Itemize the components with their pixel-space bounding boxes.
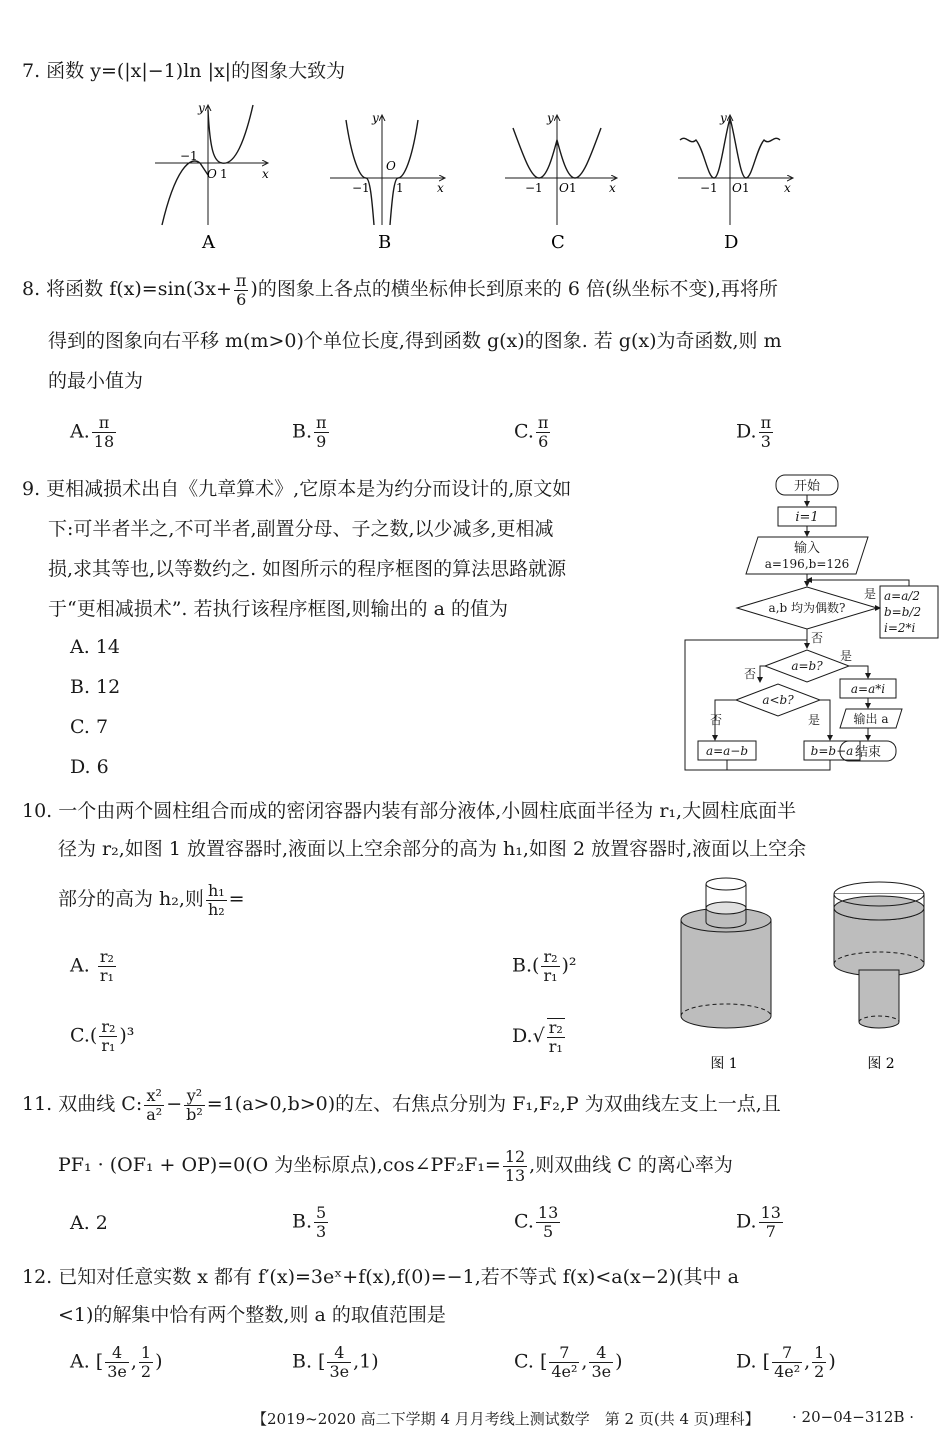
q8-option-b <box>292 414 331 451</box>
q11-line2-b: ,则双曲线 C 的离心率为 <box>529 1154 733 1176</box>
flow-cond1-yes: 是 <box>864 587 877 601</box>
q10-option-c <box>70 1018 134 1055</box>
flow-input-values: a=196,b=126 <box>764 557 850 571</box>
q10-option-d-pre: √ <box>532 1025 545 1047</box>
q8-option-b-den: 9 <box>316 432 327 451</box>
q9-line3: 损,求其等也,以等数约之. 如图所示的程序框图的算法思路就源 <box>48 558 567 580</box>
q11-line1-a: 11. 双曲线 C: <box>22 1093 143 1115</box>
q10-line3 <box>58 880 245 919</box>
q10-option-b-den: r₁ <box>543 966 558 985</box>
q8-option-a-letter: A. <box>70 420 90 443</box>
q8-option-d-num: π <box>760 413 772 432</box>
q10-option-d-letter: D. <box>512 1025 533 1047</box>
q9-flowchart <box>680 470 942 785</box>
q8-line2: 得到的图象向右平移 m(m>0)个单位长度,得到函数 g(x)的图象. 若 g(x)为奇函数,则 m <box>48 330 782 352</box>
q12-option-a-n1: 4 <box>105 1344 129 1363</box>
q11-frac2-den: b² <box>186 1104 203 1124</box>
q12-line1: 12. 已知对任意实数 x 都有 f′(x)=3eˣ+f(x),f(0)=−1,若不等式 f(x)<a(x−2)(其中 a <box>22 1266 739 1288</box>
q11-frac3-den: 13 <box>504 1165 526 1185</box>
q10-option-d <box>512 1018 567 1056</box>
q11-line2-a: PF₁ · (OF₁ + OP)=0(O 为坐标原点),cos∠PF₂F₁= <box>58 1154 501 1176</box>
q10-option-c-den: r₁ <box>101 1036 116 1055</box>
graph-c-xlabel: x <box>609 181 616 195</box>
graph-a-tick-o: O <box>207 167 217 181</box>
flow-halve-a: a=a/2 <box>884 589 921 603</box>
flow-output: 输出 a <box>853 712 889 726</box>
q12-option-b-tail: ,1) <box>353 1350 379 1373</box>
q11-line1 <box>22 1085 781 1124</box>
q10-frac-num: h₁ <box>207 880 225 900</box>
flow-start: 开始 <box>793 479 821 494</box>
graph-b-xlabel: x <box>437 181 444 195</box>
flow-sub-a: a=a−b <box>705 744 749 758</box>
q10-line1: 10. 一个由两个圆柱组合而成的密闭容器内装有部分液体,小圆柱底面半径为 r₁,大圆柱底面半 <box>22 800 797 822</box>
graph-d-tick-neg1: −1 <box>700 181 718 195</box>
graph-d <box>678 111 793 253</box>
q10-option-b-post: )² <box>561 954 577 977</box>
flow-cond2-no: 否 <box>744 667 757 681</box>
q11-option-b-num: 5 <box>316 1203 327 1222</box>
q12-option-d-n2: 1 <box>814 1343 825 1362</box>
q8-option-d-letter: D. <box>736 420 757 443</box>
graph-a <box>155 101 269 253</box>
q11-option-b <box>292 1204 330 1241</box>
q8-option-c-num: π <box>537 413 549 432</box>
graph-c-tick-1: 1 <box>569 181 577 195</box>
graph-b <box>330 111 445 253</box>
q7-stem: 7. 函数 y=(|x|−1)ln |x|的图象大致为 <box>22 60 346 82</box>
flow-cond1: a,b 均为偶数? <box>768 601 846 615</box>
q11-option-b-den: 3 <box>316 1222 327 1241</box>
q11-option-c <box>514 1204 562 1241</box>
graph-b-label: B <box>378 232 392 253</box>
graph-b-tick-o: O <box>386 159 396 173</box>
q10-option-b-pre: ( <box>532 954 540 977</box>
q12-option-d-d2: 2 <box>814 1362 825 1381</box>
footer-center: 【2019~2020 高二下学期 4 月月考线上测试数学 第 2 页(共 4 页)理科】 <box>252 1410 760 1428</box>
q10-option-b-num: r₂ <box>543 947 558 966</box>
fig1-caption: 图 1 <box>710 1056 738 1072</box>
q9-option-d: D. 6 <box>70 756 109 778</box>
graph-c-label: C <box>551 232 565 253</box>
q8-line1-a: 8. 将函数 f(x)=sin(3x+ <box>22 278 232 300</box>
q12-option-d-letter: D. [ <box>736 1350 771 1373</box>
graph-d-label: D <box>724 232 739 253</box>
q12-option-c-n1: 7 <box>549 1344 579 1363</box>
q8-option-c-den: 6 <box>538 432 549 451</box>
q10-eq: = <box>228 888 245 910</box>
q10-frac-den: h₂ <box>207 899 225 919</box>
q11-minus: − <box>166 1093 183 1115</box>
q12-option-a: A. [ $\frac{4}{3e}$ , $\frac{1}{2}$ ) <box>70 1343 163 1381</box>
q12-line2: <1)的解集中恰有两个整数,则 a 的取值范围是 <box>58 1304 446 1326</box>
graph-c-tick-neg1: −1 <box>525 181 543 195</box>
graph-a-tick-neg1: −1 <box>180 149 198 163</box>
q10-option-d-den: r₁ <box>548 1037 563 1056</box>
q11-frac2-num: y² <box>184 1087 205 1106</box>
fig2-caption: 图 2 <box>867 1056 895 1072</box>
q11-frac1-den: a² <box>146 1104 163 1124</box>
graph-a-label: A <box>202 232 215 253</box>
q8-line3: 的最小值为 <box>48 370 144 392</box>
q12-option-c-n2: 4 <box>589 1344 613 1363</box>
q10-option-a-den: r₁ <box>99 966 114 985</box>
q9-option-c: C. 7 <box>70 716 109 738</box>
q12-option-c-close: ) <box>615 1350 623 1373</box>
q10-option-a-letter: A. <box>70 954 90 977</box>
q11-frac1-num: x² <box>144 1087 164 1106</box>
q10-option-c-letter: C. <box>70 1024 90 1047</box>
flow-input-title: 输入 <box>793 541 821 556</box>
q8-frac-num: π <box>235 270 247 290</box>
flow-cond3-yes: 是 <box>808 713 821 727</box>
q12-option-b-d1: 3e <box>329 1362 350 1381</box>
q8-frac-den: 6 <box>236 289 247 309</box>
q10-option-b-letter: B. <box>512 954 533 977</box>
q8-option-d <box>736 414 775 451</box>
q10-option-a <box>70 948 118 985</box>
q11-frac3-num: 12 <box>504 1146 526 1166</box>
graph-d-tick-o: O <box>732 181 742 195</box>
q8-frac <box>234 272 249 309</box>
q8-option-c <box>514 414 552 451</box>
q12-option-b <box>292 1344 379 1381</box>
flow-end: 结束 <box>854 745 882 760</box>
graph-c-ylabel: y <box>547 111 554 125</box>
q9-line1: 9. 更相减损术出自《九章算术》,它原本是为约分而设计的,原文如 <box>22 478 572 500</box>
flow-halve-b: b=b/2 <box>884 605 922 619</box>
q10-option-c-post: )³ <box>119 1024 135 1047</box>
q8-option-a-den: 18 <box>93 432 115 451</box>
q11-option-d-den: 7 <box>765 1222 776 1241</box>
q12-option-a-close: ) <box>155 1350 163 1373</box>
flow-cond2-yes: 是 <box>840 649 853 663</box>
q12-option-d-close: ) <box>828 1350 836 1373</box>
graph-a-ylabel: y <box>198 101 205 115</box>
q10-option-a-num: r₂ <box>99 947 114 966</box>
flow-init: i=1 <box>795 510 819 525</box>
q9-option-b: B. 12 <box>70 676 121 698</box>
graph-c <box>505 111 617 253</box>
q12-option-c-d2: 3e <box>591 1362 612 1381</box>
q12-option-c-d1: 4e² <box>551 1362 578 1381</box>
q9-line2: 下:可半者半之,不可半者,副置分母、子之数,以少减多,更相减 <box>48 518 554 540</box>
q8-option-a <box>70 414 118 451</box>
q11-option-d-num: 13 <box>760 1203 781 1222</box>
q7-graphs <box>150 100 800 260</box>
q8-option-b-letter: B. <box>292 420 313 443</box>
q10-option-d-num: r₂ <box>548 1018 563 1037</box>
q11-option-d-letter: D. <box>736 1210 757 1233</box>
q12-option-c-letter: C. [ <box>514 1350 548 1373</box>
q12-option-a-n2: 1 <box>140 1343 152 1362</box>
q9-option-a: A. 14 <box>70 636 120 658</box>
q11-option-b-letter: B. <box>292 1210 313 1233</box>
q8-option-c-letter: C. <box>514 420 534 443</box>
footer-right: · 20−04−312B · <box>792 1408 915 1426</box>
q8-option-b-num: π <box>316 413 327 432</box>
flow-mult: a=a*i <box>850 682 886 696</box>
q10-option-b <box>512 948 577 985</box>
q12-option-c: C. [ $\frac{7}{\text{4e²}}$ , $\frac{4}{3e}$ ) <box>514 1343 623 1381</box>
q8-line1 <box>22 270 778 309</box>
q10-option-c-pre: ( <box>89 1024 98 1047</box>
flow-halve-i: i=2*i <box>884 621 916 635</box>
q10-line2: 径为 r₂,如图 1 放置容器时,液面以上空余部分的高为 h₁,如图 2 放置容器时,液面以上空余 <box>58 838 807 860</box>
graph-d-tick-1: 1 <box>742 181 750 195</box>
q12-option-d-d1: 4e² <box>774 1362 801 1381</box>
flow-cond2: a=b? <box>791 659 823 673</box>
q11-option-d <box>736 1204 785 1241</box>
q8-option-d-den: 3 <box>760 432 771 451</box>
flow-cond3: a<b? <box>762 693 794 707</box>
flow-cond1-no: 否 <box>811 631 824 645</box>
q11-line1-b: =1(a>0,b>0)的左、右焦点分别为 F₁,F₂,P 为双曲线左支上一点,且 <box>206 1093 781 1115</box>
q10-option-c-num: r₂ <box>101 1017 116 1036</box>
q12-option-a-d2: 2 <box>140 1362 152 1381</box>
graph-b-tick-neg1: −1 <box>352 181 370 195</box>
q11-option-a: A. 2 <box>70 1212 108 1234</box>
q11-option-c-num: 13 <box>537 1203 559 1222</box>
q12-option-b-letter: B. [ <box>292 1350 326 1373</box>
q10-line3-text: 部分的高为 h₂,则 <box>58 888 204 910</box>
q12-option-a-letter: A. [ <box>70 1350 104 1373</box>
graph-a-tick-1: 1 <box>220 167 228 181</box>
q11-option-c-letter: C. <box>514 1210 534 1233</box>
graph-d-xlabel: x <box>784 181 791 195</box>
graph-d-ylabel: y <box>720 111 727 125</box>
q12-option-a-d1: 3e <box>107 1362 127 1381</box>
q9-line4: 于“更相减损术”. 若执行该程序框图,则输出的 a 的值为 <box>48 598 508 620</box>
q8-option-a-num: π <box>92 414 116 433</box>
flow-cond3-no: 否 <box>710 713 723 727</box>
q12-option-d-n1: 7 <box>772 1344 802 1363</box>
flow-sub-b: b=b−a <box>810 744 854 758</box>
q12-option-d: D. [ $\frac{7}{\text{4e²}}$ , $\frac{1}{2}$ ) <box>736 1343 836 1381</box>
q11-line2 <box>58 1146 733 1185</box>
q11-option-c-den: 5 <box>542 1222 554 1241</box>
q12-option-b-n1: 4 <box>327 1344 351 1363</box>
q8-line1-b: )的图象上各点的横坐标伸长到原来的 6 倍(纵坐标不变),再将所 <box>250 278 778 300</box>
graph-b-ylabel: y <box>372 111 379 125</box>
q10-containers <box>676 872 938 1074</box>
graph-c-tick-o: O <box>559 181 569 195</box>
graph-b-tick-1: 1 <box>396 181 404 195</box>
graph-a-xlabel: x <box>262 167 269 181</box>
